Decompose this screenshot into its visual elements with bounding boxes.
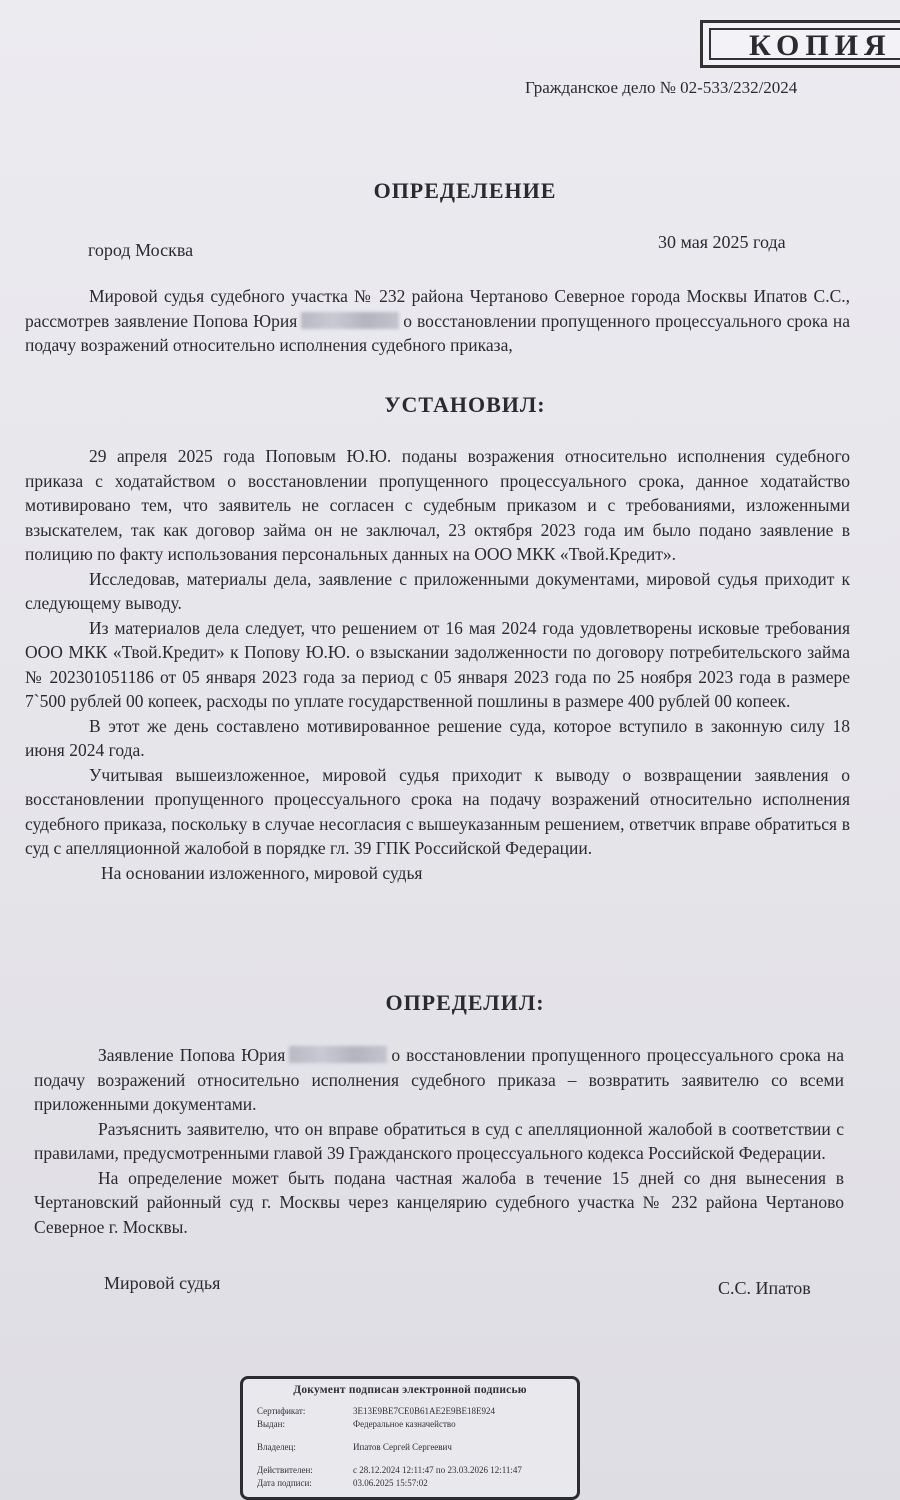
established-paragraph: Учитывая вышеизложенное, мировой судья приходит к выводу о возвращении заявления о восстановлении пропущенного процессуального срока на подачу возражений относительно исполнения судебного приказа, поскольку в случае несогласия с вышеуказанным решением, ответчик вправе обратиться в суд с апелляционной жалобой в порядке гл. 39 ГПК Российской Федерации. [25,764,850,858]
e-signature-row [257,1442,569,1452]
e-signature-label: Дата подписи: [257,1478,312,1488]
e-signature-row [257,1406,569,1416]
e-signature-row [257,1465,569,1475]
e-signature-value: с 28.12.2024 12:11:47 по 23.03.2026 12:11:47 [353,1465,522,1475]
document-date: 30 мая 2025 года [658,232,786,252]
case-number: Гражданское дело № 02-533/232/2024 [525,78,798,97]
intro-paragraph [25,284,850,358]
established-paragraph: 29 апреля 2025 года Поповым Ю.Ю. поданы возражения относительно исполнения судебного приказа с ходатайством о восстановлении пропущенного процессуального срока, данное ходатайство мотивировано тем, что заявитель не согласен с судебным приказом и с требованиями, изложенными взыскателем, так как договор займа он не заключал, 23 октября 2023 года им было подано заявление в полицию по факту использования персональных данных на ООО МКК «Твой.Кредит». [25,446,850,564]
e-signature-label: Действителен: [257,1465,313,1475]
e-signature-value: Ипатов Сергей Сергеевич [353,1442,452,1452]
redacted-patronymic [289,1046,387,1063]
decided-section [34,1043,844,1239]
established-paragraph: В этот же день составлено мотивированное решение суда, которое вступило в законную силу 18 июня 2024 года. [25,715,850,760]
e-signature-label: Сертификат: [257,1406,306,1416]
heading-established: УСТАНОВИЛ: [384,392,546,417]
e-signature-label: Владелец: [257,1442,296,1452]
established-paragraph: Исследовав, материалы дела, заявление с приложенными документами, мировой судья приходит к следующему выводу. [25,568,850,613]
electronic-signature-stamp [240,1376,580,1500]
established-paragraph: Из материалов дела следует, что решением от 16 мая 2024 года удовлетворены исковые требования ООО МКК «Твой.Кредит» к Попову Ю.Ю. о взыскании задолженности по договору потребительского займа № 202301051186 от 05 января 2023 года за период с 05 января 2023 года по 25 ноября 2023 года в размере 7`500 рублей 00 копеек, расходы по уплате государственной пошлины в размере 400 рублей 00 копеек. [25,617,850,711]
city: город Москва [88,240,194,260]
document-title: ОПРЕДЕЛЕНИЕ [373,178,557,203]
e-signature-row [257,1419,569,1429]
established-paragraph: На основании изложенного, мировой судья [101,862,423,883]
e-signature-value: Федеральное казначейство [353,1419,456,1429]
decided-paragraph: На определение может быть подана частная жалоба в течение 15 дней со дня вынесения в Чертановский районный суд г. Москвы через канцелярию судебного участка № 232 района Чертаново Северное г. Москвы. [34,1167,844,1237]
signature-position: Мировой судья [104,1273,221,1293]
decision-text-before: Заявление Попова Юрия [98,1045,286,1065]
redacted-patronymic [301,312,399,329]
signature-name: С.С. Ипатов [718,1278,811,1298]
e-signature-value: 3Е13Е9ВЕ7СЕ0В61АЕ2Е9ВЕ18Е924 [353,1406,495,1416]
decision-text-after: о восстановлении пропущенного процессуального срока на подачу возражений относительно исполнения судебного приказа – возвратить заявителю со всеми приложенными документами. [34,1045,844,1114]
e-signature-row [257,1478,569,1488]
decided-paragraph: Разъяснить заявителю, что он вправе обратиться в суд с апелляционной жалобой в соответствии с правилами, предусмотренными главой 39 Гражданского процессуального кодекса Российской Федерации. [34,1118,844,1163]
copy-stamp [700,20,900,68]
heading-decided: ОПРЕДЕЛИЛ: [385,990,545,1015]
established-section [25,444,850,885]
e-signature-title: Документ подписан электронной подписью [293,1384,527,1396]
e-signature-value: 03.06.2025 15:57:02 [353,1478,428,1488]
intro-text-before: Мировой судья судебного участка № 232 района Чертаново Северное города Москвы Ипатов С.С., рассмотрев заявление Попова Юрия [25,286,850,331]
e-signature-label: Выдан: [257,1419,285,1429]
intro-text-after: о восстановлении пропущенного процессуального срока на подачу возражений относительно исполнения судебного приказа, [25,310,850,355]
copy-stamp-text: КОПИЯ [709,28,900,60]
